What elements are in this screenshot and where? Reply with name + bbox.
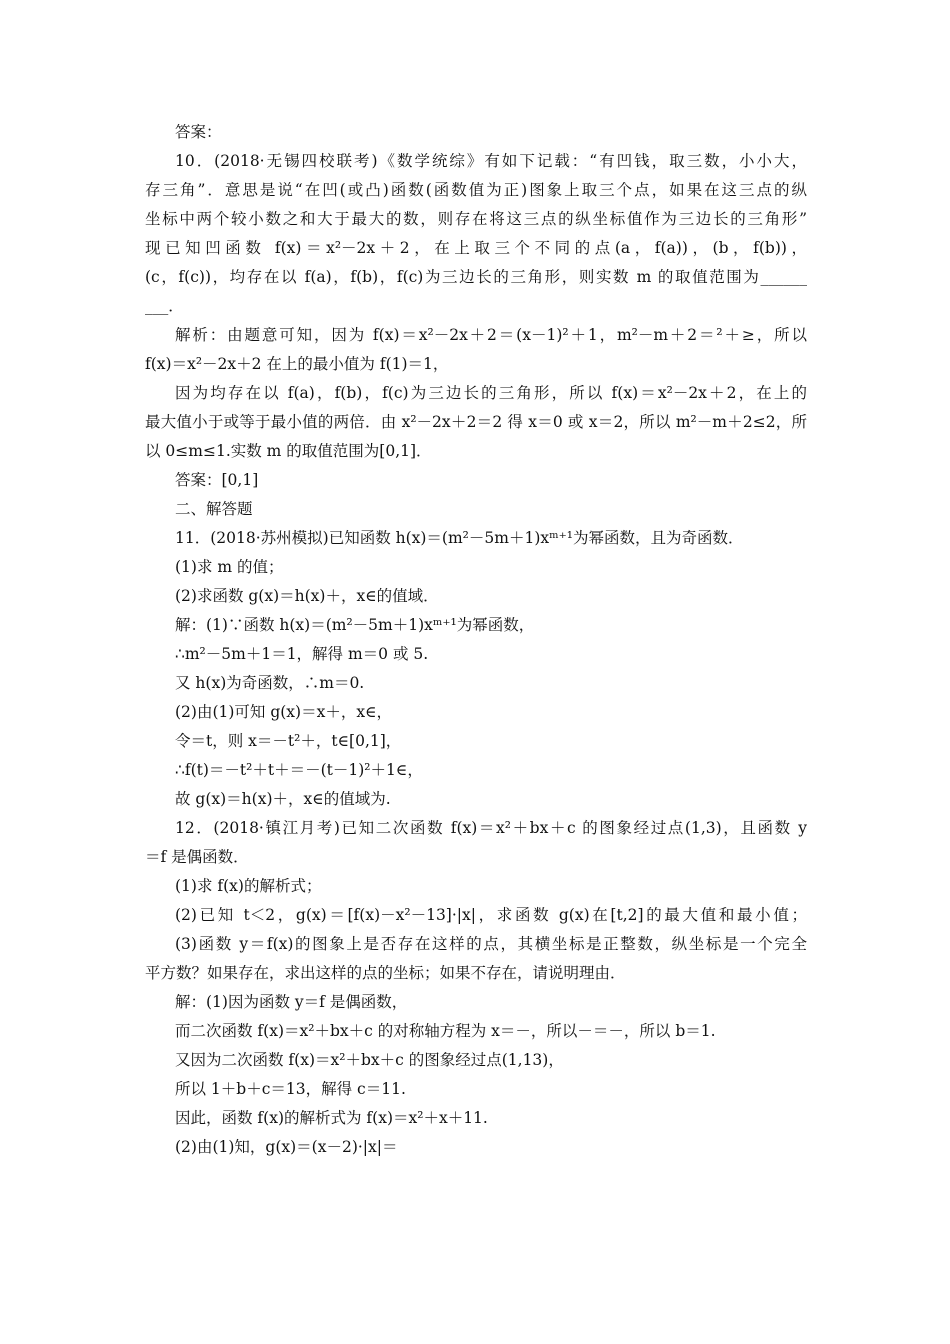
text-line: (1)求 f(x)的解析式； <box>175 877 322 895</box>
text-line: 以 0≤m≤1.实数 m 的取值范围为[0,1]． <box>145 442 432 460</box>
text-line: 因为均存在以 f(a)，f(b)，f(c)为三边长的三角形，所以 f(x)＝x²－2x＋2，在上的 <box>175 384 807 402</box>
text-line: ∴m²－5m＋1＝1，解得 m＝0 或 5. <box>175 645 429 663</box>
text-line: 坐标中两个较小数之和大于最大的数，则存在将这三点的纵坐标值作为三边长的三角形” <box>145 210 807 228</box>
text-line: f(x)＝x²－2x＋2 在上的最小值为 f(1)＝1， <box>145 355 449 373</box>
text-line: 现已知凹函数 f(x)＝x²－2x＋2，在上取三个不同的点(a，f(a))，(b，f(b))， <box>145 239 807 257</box>
section-heading: 二、解答题 <box>175 500 253 518</box>
text-line: 解析：由题意可知，因为 f(x)＝x²－2x＋2＝(x－1)²＋1，m²－m＋2＝²＋≥，所以 <box>175 326 807 344</box>
text-line: (2)求函数 g(x)＝h(x)＋，x∈的值域． <box>175 587 439 605</box>
text-line: 所以 1＋b＋c＝13，解得 c＝11. <box>175 1080 406 1098</box>
text-line: 存三角”．意思是说“在凹(或凸)函数(函数值为正)图象上取三个点，如果在这三点的纵 <box>145 181 807 199</box>
text-line: (2)已知 t＜2，g(x)＝[f(x)－x²－13]·|x|，求函数 g(x)在[t,2]的最大值和最小值； <box>175 906 807 924</box>
text-line: 答案： <box>175 123 222 141</box>
text-line: 令＝t，则 x＝－t²＋，t∈[0,1]， <box>175 732 402 750</box>
text-line: (3)函数 y＝f(x)的图象上是否存在这样的点，其横坐标是正整数，纵坐标是一个完全 <box>175 935 807 953</box>
text-line: ___． <box>145 297 184 315</box>
text-line: (2)由(1)知，g(x)＝(x－2)·|x|＝ <box>175 1138 398 1156</box>
text-line: 答案：[0,1] <box>175 471 259 489</box>
text-line: (1)求 m 的值； <box>175 558 284 576</box>
text-line: 解：(1)因为函数 y＝f 是偶函数， <box>175 993 408 1011</box>
text-line: 10．(2018·无锡四校联考)《数学统综》有如下记载：“有凹钱，取三数，小小大， <box>175 152 807 170</box>
text-line: 解：(1)∵函数 h(x)＝(m²－5m＋1)xᵐ⁺¹为幂函数， <box>175 616 535 634</box>
text-line: 故 g(x)＝h(x)＋，x∈的值域为. <box>175 790 391 808</box>
text-line: 因此，函数 f(x)的解析式为 f(x)＝x²＋x＋11. <box>175 1109 488 1127</box>
text-line: 11．(2018·苏州模拟)已知函数 h(x)＝(m²－5m＋1)xᵐ⁺¹为幂函数，且为奇函数． <box>175 529 744 547</box>
text-line: ＝f 是偶函数． <box>145 848 249 866</box>
text-line: (2)由(1)可知 g(x)＝x＋，x∈， <box>175 703 393 721</box>
text-line: 最大值小于或等于最小值的两倍．由 x²－2x＋2＝2 得 x＝0 或 x＝2，所以 m²－m＋2≤2，所 <box>145 413 807 431</box>
text-line: 又因为二次函数 f(x)＝x²＋bx＋c 的图象经过点(1,13)， <box>175 1051 564 1069</box>
text-line: 12．(2018·镇江月考)已知二次函数 f(x)＝x²＋bx＋c 的图象经过点(1,3)，且函数 y <box>175 819 807 837</box>
text-line: 又 h(x)为奇函数，∴m＝0. <box>175 674 365 692</box>
text-line: 平方数？如果存在，求出这样的点的坐标；如果不存在，请说明理由． <box>145 964 626 982</box>
text-line: (c，f(c))，均存在以 f(a)，f(b)，f(c)为三边长的三角形，则实数 m 的取值范围为______ <box>145 268 807 286</box>
text-line: 而二次函数 f(x)＝x²＋bx＋c 的对称轴方程为 x＝－，所以－＝－，所以 b＝1. <box>175 1022 716 1040</box>
text-line: ∴f(t)＝－t²＋t＋＝－(t－1)²＋1∈， <box>175 761 423 779</box>
